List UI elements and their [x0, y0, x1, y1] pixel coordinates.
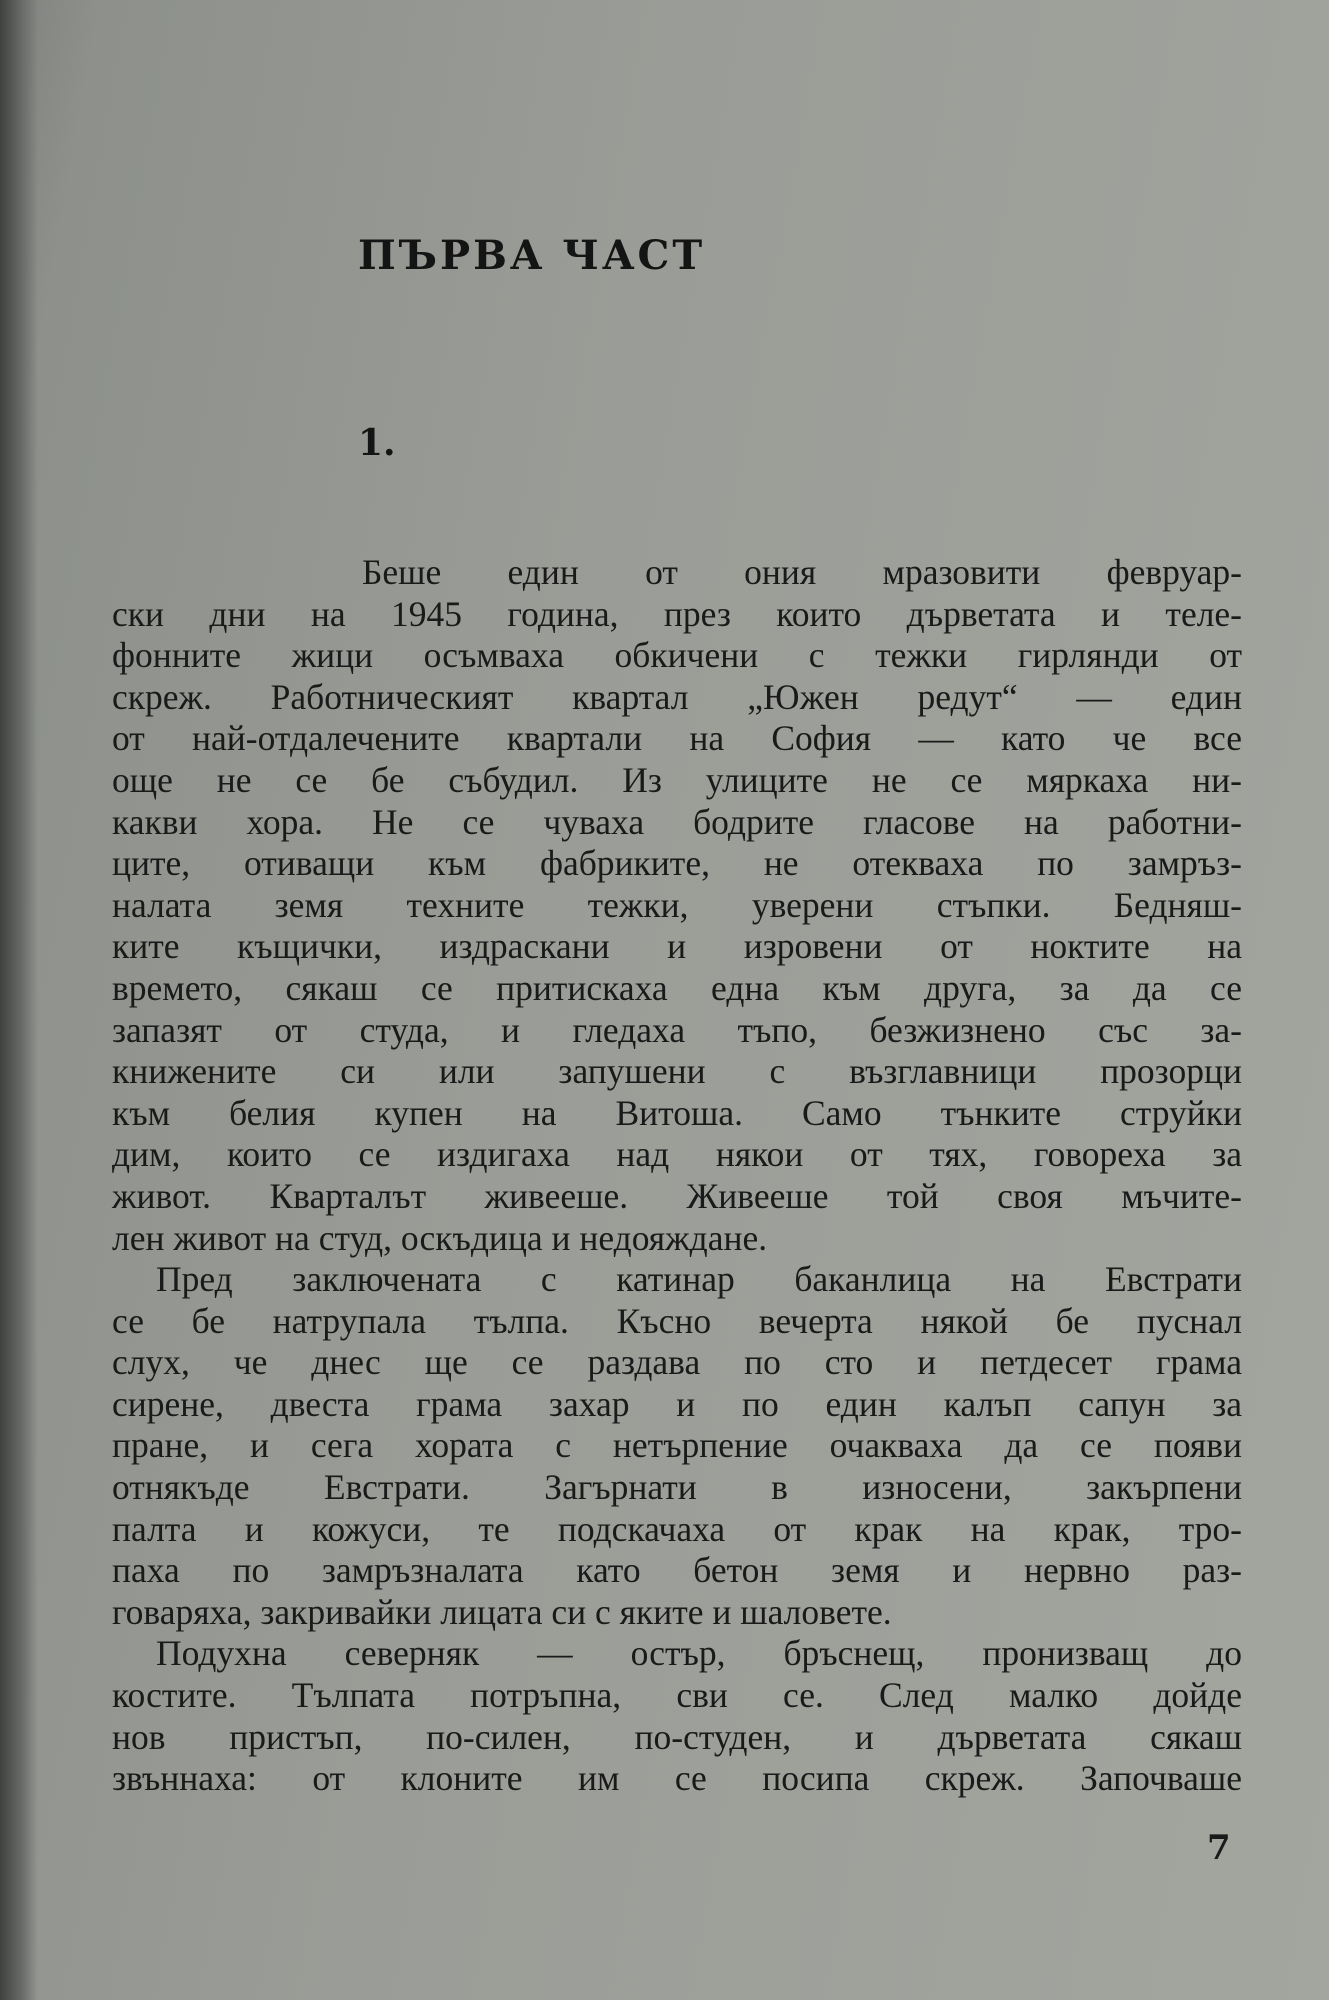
part-title: ПЪРВА ЧАСТ — [358, 232, 706, 279]
text-line: нов пристъп, по-силен, по-студен, и дърветата сякаш — [112, 1716, 1242, 1757]
text-line: лен живот на студ, оскъдица и недояждане. — [112, 1217, 768, 1258]
text-line: Подухна северняк — остър, бръснещ, пронизващ до — [156, 1633, 1242, 1674]
page-number: 7 — [1207, 1828, 1231, 1868]
text-line: паха по замръзналата като бетон земя и нервно раз- — [112, 1550, 1242, 1591]
text-line: налата земя техните тежки, уверени стъпки. Бедняш- — [112, 884, 1242, 925]
text-line: скреж. Работническият квартал „Южен редут“ — един — [112, 676, 1242, 717]
text-line: звъннаха: от клоните им се посипа скреж. Започваше — [112, 1758, 1242, 1799]
text-line: от най-отдалечените квартали на София — като че все — [112, 718, 1242, 759]
text-line: Беше един от ония мразовити февруар- — [362, 552, 1242, 592]
body-text — [112, 552, 1242, 1800]
text-line: запазят от студа, и гледаха тъпо, безжизнено със за- — [112, 1009, 1242, 1050]
text-line: пране, и сега хората с нетърпение очакваха да се появи — [112, 1425, 1242, 1466]
book-gutter — [0, 0, 38, 2000]
text-line: дим, които се издигаха над някои от тях, говореха за — [112, 1134, 1242, 1175]
text-line: живот. Кварталът живееше. Живееше той своя мъчите- — [112, 1175, 1242, 1216]
text-line: още не се бе събудил. Из улиците не се мяркаха ни- — [112, 759, 1242, 800]
text-line: времето, сякаш се притискаха една към друга, за да се — [112, 967, 1242, 1008]
text-line: палта и кожуси, те подскачаха от крак на крак, тро- — [112, 1508, 1242, 1549]
text-line: слух, че днес ще се раздава по сто и петдесет грама — [112, 1342, 1242, 1383]
text-line: се бе натрупала тълпа. Късно вечерта някой бе пуснал — [112, 1300, 1242, 1341]
text-line: костите. Тълпата потръпна, сви се. След малко дойде — [112, 1675, 1242, 1716]
text-line: отнякъде Евстрати. Загърнати в износени, закърпени — [112, 1467, 1242, 1508]
text-line: сирене, двеста грама захар и по един калъп сапун за — [112, 1383, 1242, 1424]
text-line: ците, отиващи към фабриките, не отекваха по замръз- — [112, 843, 1242, 884]
text-line: говаряха, закривайки лицата си с яките и шаловете. — [112, 1591, 892, 1632]
text-line: Пред заключената с катинар баканлица на Евстрати — [156, 1259, 1242, 1300]
text-line: какви хора. Не се чуваха бодрите гласове на работни- — [112, 801, 1242, 842]
text-line: към белия купен на Витоша. Само тънките струйки — [112, 1092, 1242, 1133]
text-line: фонните жици осъмваха обкичени с тежки гирлянди от — [112, 635, 1242, 676]
text-line: ски дни на 1945 година, през които дърветата и теле- — [112, 593, 1242, 634]
chapter-number: 1. — [358, 422, 396, 464]
text-line: книжените си или запушени с възглавници прозорци — [112, 1051, 1242, 1092]
text-line: ките къщички, издраскани и изровени от ноктите на — [112, 926, 1242, 967]
